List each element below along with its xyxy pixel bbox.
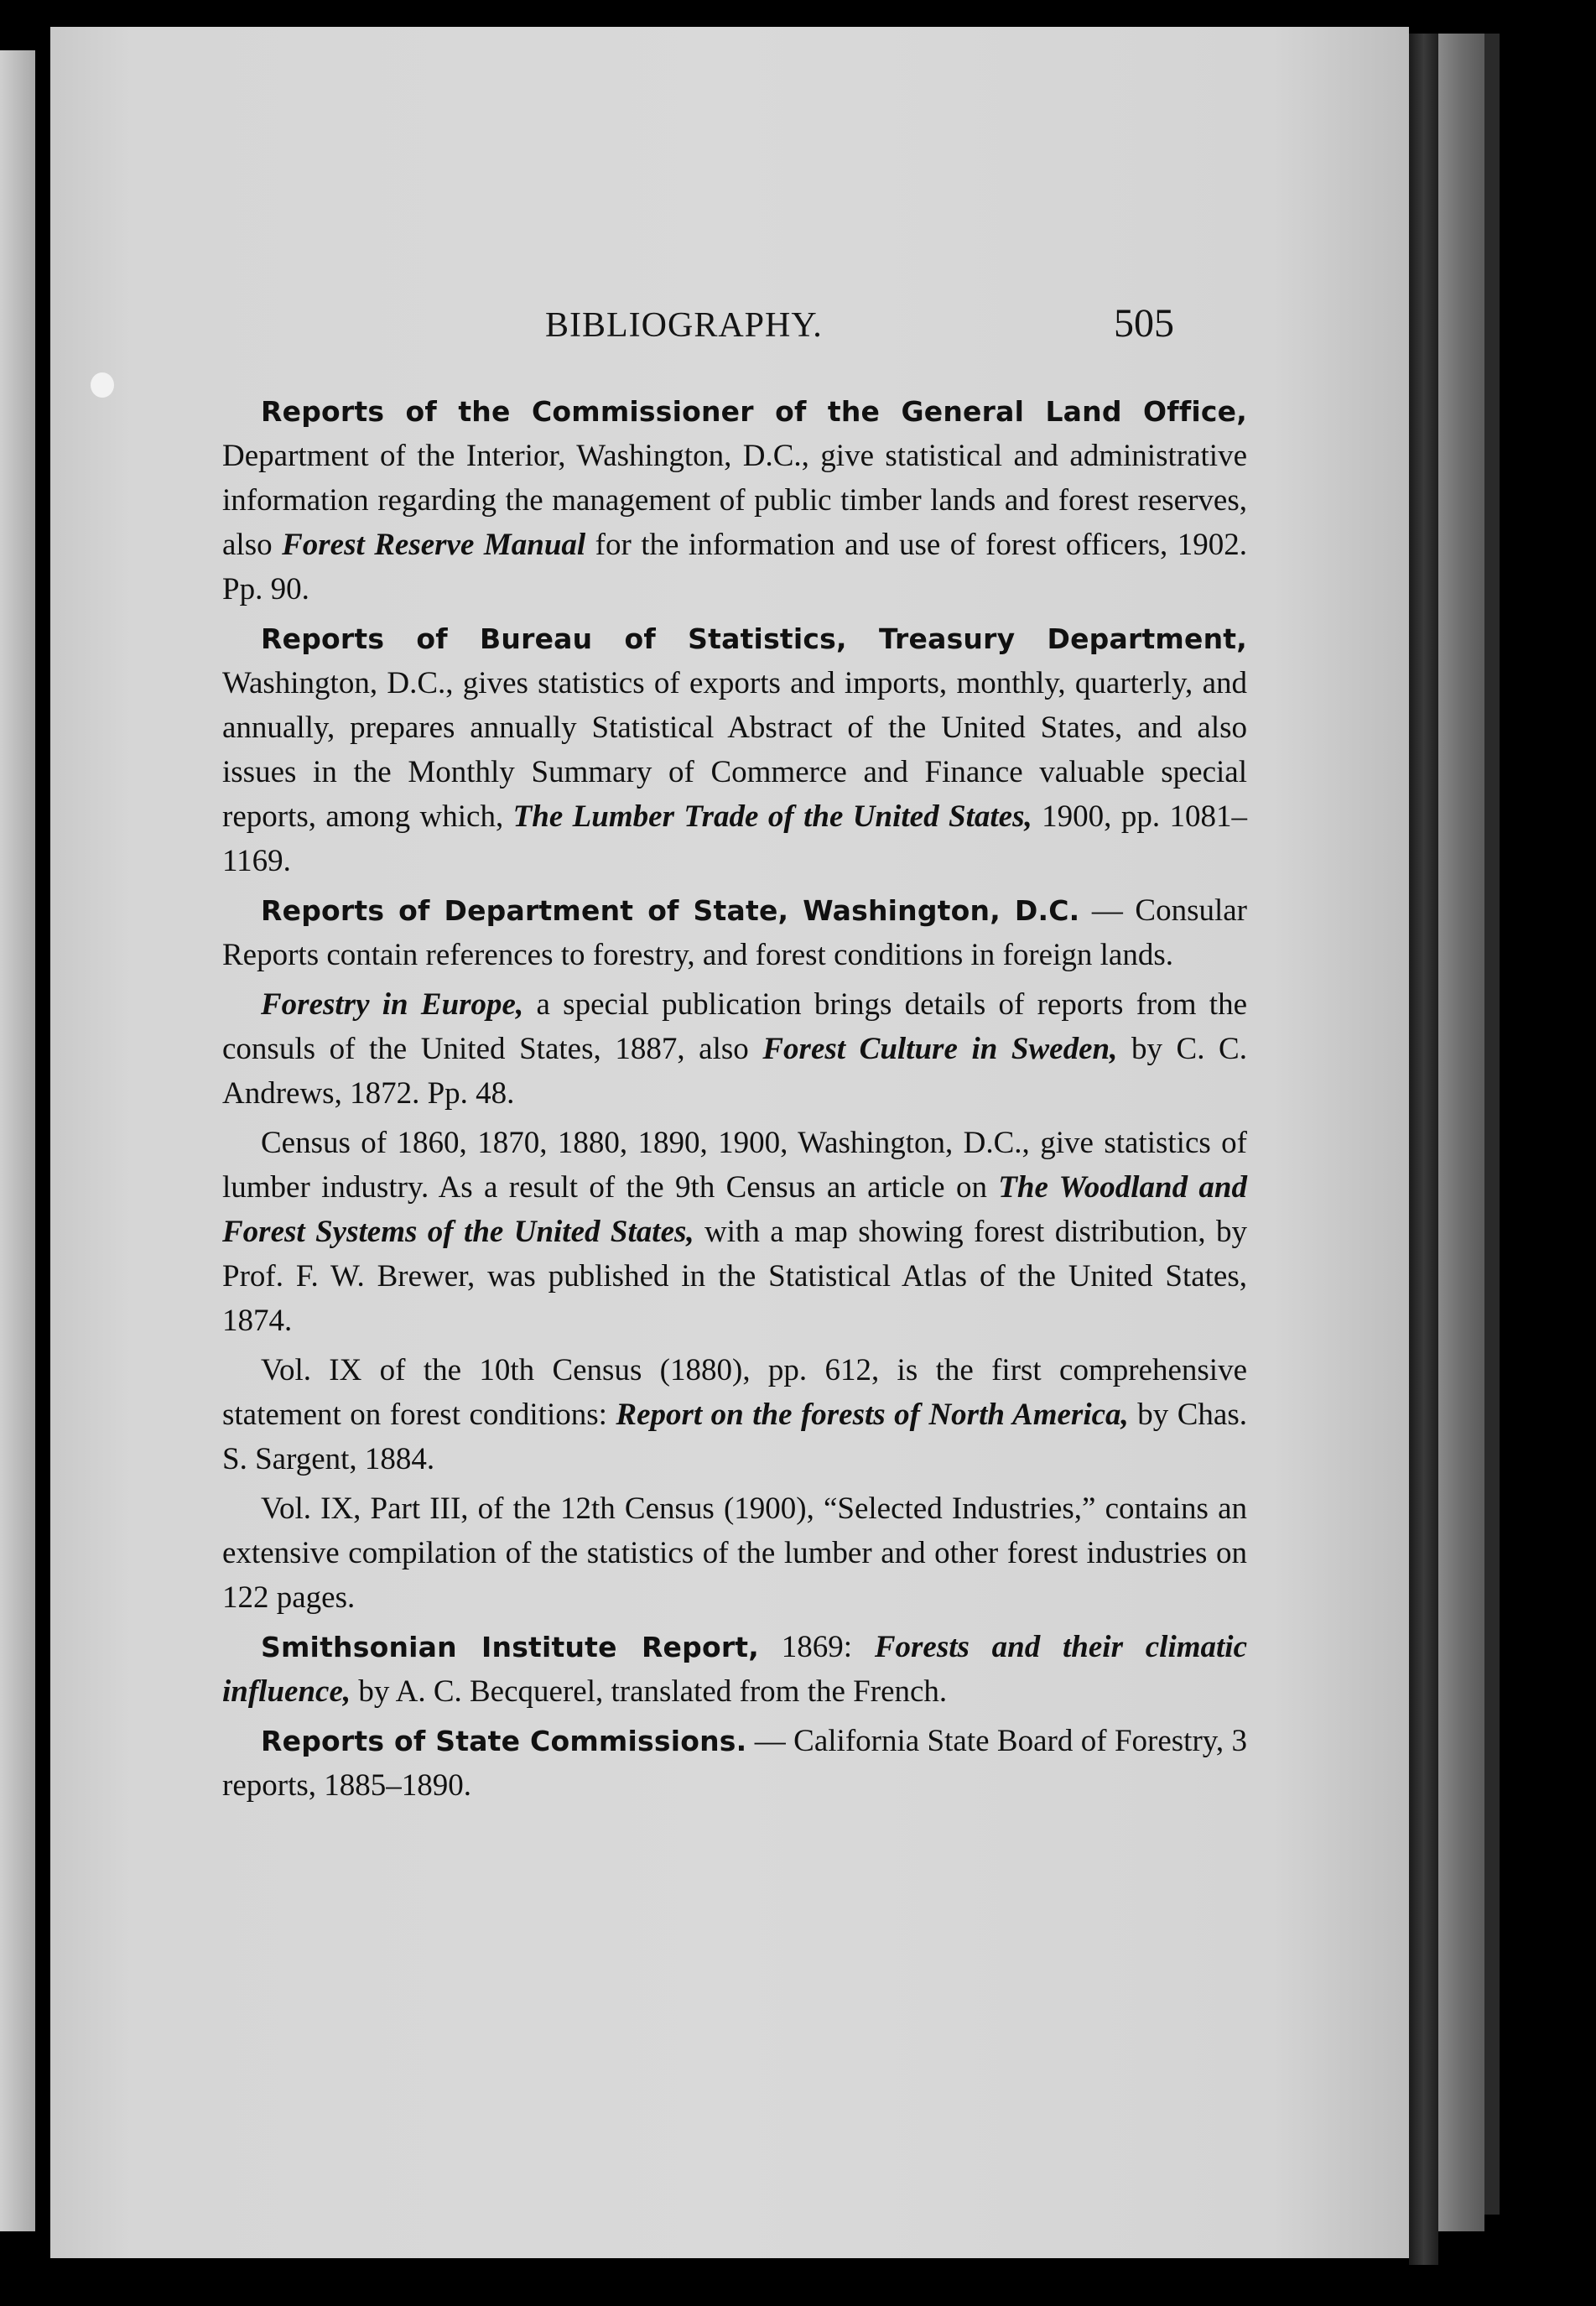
left-page-edge [0,50,35,2231]
book-page [50,27,1409,2258]
bibliography-text [222,389,1247,1813]
book-binding-spine [1438,34,1484,2231]
scan-speck [91,372,114,398]
page-number: 505 [1114,301,1174,346]
entry-smithsonian: Smithsonian Institute Report, 1869: Forests and their climatic influence, by A. C. Becquerel, translated from the French. [222,1630,1247,1709]
entry-general-land-office: Reports of the Commissioner of the General Land Office, Department of the Interior, Washington, D.C., give statistical and administrative information regarding the management of public timber lands and forest reserves, also Forest Reserve Manual for the information and use of forest officers, 1902. Pp. 90. [222,395,1248,606]
book-binding-shadow [1409,34,1438,2265]
entry-forestry-in-europe: Forestry in Europe, a special publication brings details of reports from the consuls of the United States, 1887, also Forest Culture in Sweden, by C. C. Andrews, 1872. Pp. 48. [222,987,1247,1111]
running-head: BIBLIOGRAPHY. [545,306,823,345]
page-header [50,301,1409,356]
entry-census: Census of 1860, 1870, 1880, 1890, 1900, Washington, D.C., give statistics of lumber industry. As a result of the 9th Census an article on The Woodland and Forest Systems of the United States, with a map showing forest distribution, by Prof. F. W. Brewer, was published in the Statistical Atlas of the United States, 1874. [222,1126,1248,1338]
entry-10th-census: Vol. IX of the 10th Census (1880), pp. 612, is the first comprehensive statement on forest conditions: Report on the forests of North America, by Chas. S. Sargent, 1884. [222,1353,1247,1476]
entry-bureau-of-statistics: Reports of Bureau of Statistics, Treasury Department, Washington, D.C., gives statistics of exports and imports, monthly, quarterly, and annually, prepares annually Statistical Abstract of the United States, and also issues in the Monthly Summary of Commerce and Finance valuable special reports, among which, The Lumber Trade of the United States, 1900, pp. 1081–1169. [222,622,1248,878]
entry-department-of-state: Reports of Department of State, Washington, D.C. — Consular Reports contain references to forestry, and forest conditions in foreign lands. [222,893,1247,972]
entry-state-commissions: Reports of State Commissions. — California State Board of Forestry, 3 reports, 1885–1890. [222,1724,1247,1803]
book-binding-edge [1484,34,1500,2215]
entry-12th-census: Vol. IX, Part III, of the 12th Census (1900), “Selected Industries,” contains an extensive compilation of the statistics of the lumber and other forest industries on 122 pages. [222,1491,1247,1615]
